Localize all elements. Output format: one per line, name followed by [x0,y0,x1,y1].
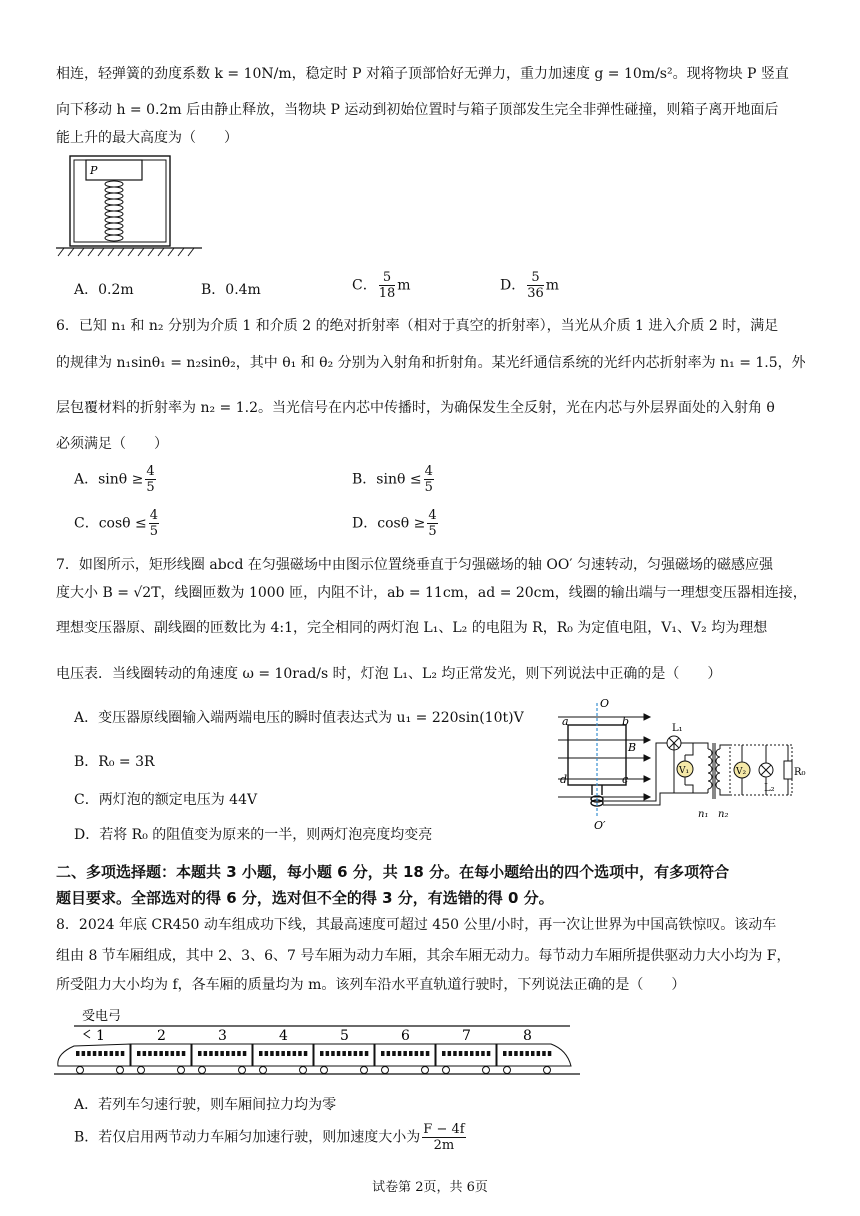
q6-line-3: 层包覆材料的折射率为 n₂ = 1.2。当光信号在内芯中传播时，为确保发生全反射，光在内芯与外层界面处的入射角 θ [56,400,775,416]
train-car-7 [436,1028,496,1074]
primary-n1-label: n₁ [698,809,709,820]
q8-option-b: B．若仅启用两节动力车厢匀加速行驶，则加速度大小为 $\frac{F - 4f}{2m}$ [74,1122,465,1153]
axis-o-label: O [600,697,610,710]
q5-line-3: 能上升的最大高度为（ ） [56,130,238,146]
q5-option-b: B．0.4m [201,282,261,298]
q8-line-3: 所受阻力大小均为 f，各车厢的质量均为 m。该列车沿水平直轨道行驶时，下列说法正确的是（ ） [56,977,686,993]
corner-b-label: b [622,715,630,728]
section-2-heading-line-2: 题目要求。全部选对的得 6 分，选对但不全的得 3 分，有选错的得 0 分。 [56,889,554,907]
q7-option-b: B．R₀ = 3R [74,754,155,770]
secondary-n2-label: n₂ [718,809,729,820]
train-car-4 [253,1028,313,1074]
field-b-label: B [628,741,637,754]
car-number-label: 3 [218,1028,227,1044]
corner-a-label: a [562,715,569,728]
q7-line-1: 7．如图所示，矩形线圈 abcd 在匀强磁场中由图示位置绕垂直于匀强磁场的轴 OO′ 匀速转动，匀强磁场的磁感应强 [56,557,773,573]
lamp-l2-label: L₂ [764,783,775,794]
voltmeter-v1-label: V₁ [679,766,690,776]
q8-line-2: 组由 8 节车厢组成，其中 2、3、6、7 号车厢为动力车厢，其余车厢无动力。每节动力车厢所提供驱动力大小均为 F， [56,948,791,964]
generator-transformer-figure [548,695,810,835]
page-footer: 试卷第 2页，共 6页 [372,1180,488,1195]
lamp-l1-label: L₁ [672,723,683,734]
axis-o-prime-label: O′ [594,819,606,832]
car-number-label: 6 [401,1028,410,1044]
q7-option-c: C．两灯泡的额定电压为 44V [74,792,258,808]
section-2-heading-line-1: 二、多项选择题：本题共 3 小题，每小题 6 分，共 18 分。在每小题给出的四个选项中，有多项符合 [56,863,730,881]
spring-box-figure [54,152,204,264]
car-number-label: 1 [96,1028,105,1044]
q6-option-a: A．sinθ ≥ $\frac{4}{5}$ [74,464,155,495]
q6-line-1: 6．已知 n₁ 和 n₂ 分别为介质 1 和介质 2 的绝对折射率（相对于真空的折射率），当光从介质 1 进入介质 2 时，满足 [56,318,779,334]
resistor-r0-label: R₀ [794,767,806,778]
q7-line-2: 度大小 B = √2T，线圈匝数为 1000 匝，内阻不计，ab = 11cm，ad = 20cm，线圈的输出端与一理想变压器相连接， [56,585,807,601]
q6-option-b: B．sinθ ≤ $\frac{4}{5}$ [352,464,433,495]
car-number-label: 7 [462,1028,471,1044]
q7-option-a: A．变压器原线圈输入端两端电压的瞬时值表达式为 u₁ = 220sin(10t)V [74,710,524,726]
pantograph-title: 受电弓 [82,1009,122,1024]
q8-option-a: A．若列车匀速行驶，则车厢间拉力均为零 [74,1097,337,1113]
train-figure [54,1004,584,1084]
q7-line-4: 电压表．当线圈转动的角速度 ω = 10rad/s 时，灯泡 L₁、L₂ 均正常发光，则下列说法中正确的是（ ） [56,666,722,682]
q5-line-1: 相连，轻弹簧的劲度系数 k = 10N/m，稳定时 P 对箱子顶部恰好无弹力，重力加速度 g = 10m/s²。现将物块 P 竖直 [56,66,789,82]
corner-d-label: d [560,773,568,786]
q5-line-2: 向下移动 h = 0.2m 后由静止释放，当物块 P 运动到初始位置时与箱子顶部发生完全非弹性碰撞，则箱子离开地面后 [56,102,779,118]
train-car-5 [314,1028,374,1074]
train-car-1 [58,1028,130,1074]
q5-option-c: C． $\frac{5}{18}$ m [352,270,411,301]
train-car-2 [131,1028,191,1074]
q5-option-a: A．0.2m [74,282,134,298]
q6-option-c: C．cosθ ≤ $\frac{4}{5}$ [74,508,159,539]
train-car-3 [192,1028,252,1074]
q8-line-1: 8．2024 年底 CR450 动车组成功下线，其最高速度可超过 450 公里/小时，再一次让世界为中国高铁惊叹。该动车 [56,917,777,933]
voltmeter-v2-label: V₂ [736,767,747,777]
car-number-label: 5 [340,1028,349,1044]
q6-line-2: 的规律为 n₁sinθ₁ = n₂sinθ₂，其中 θ₁ 和 θ₂ 分别为入射角和折射角。某光纤通信系统的光纤内芯折射率为 n₁ = 1.5，外 [56,355,806,371]
q6-line-4: 必须满足（ ） [56,436,168,452]
train-car-6 [375,1028,435,1074]
train-car-8 [497,1028,571,1074]
car-number-label: 8 [523,1028,532,1044]
car-number-label: 4 [279,1028,288,1044]
q7-option-d: D．若将 R₀ 的阻值变为原来的一半，则两灯泡亮度均变亮 [74,827,433,843]
corner-c-label: c [622,773,629,786]
block-p-label: P [90,164,98,177]
car-number-label: 2 [157,1028,166,1044]
q6-option-d: D．cosθ ≥ $\frac{4}{5}$ [352,508,437,539]
q5-option-d: D． $\frac{5}{36}$ m [500,270,560,301]
q7-line-3: 理想变压器原、副线圈的匝数比为 4:1，完全相同的两灯泡 L₁、L₂ 的电阻为 R，R₀ 为定值电阻，V₁、V₂ 均为理想 [56,620,768,636]
